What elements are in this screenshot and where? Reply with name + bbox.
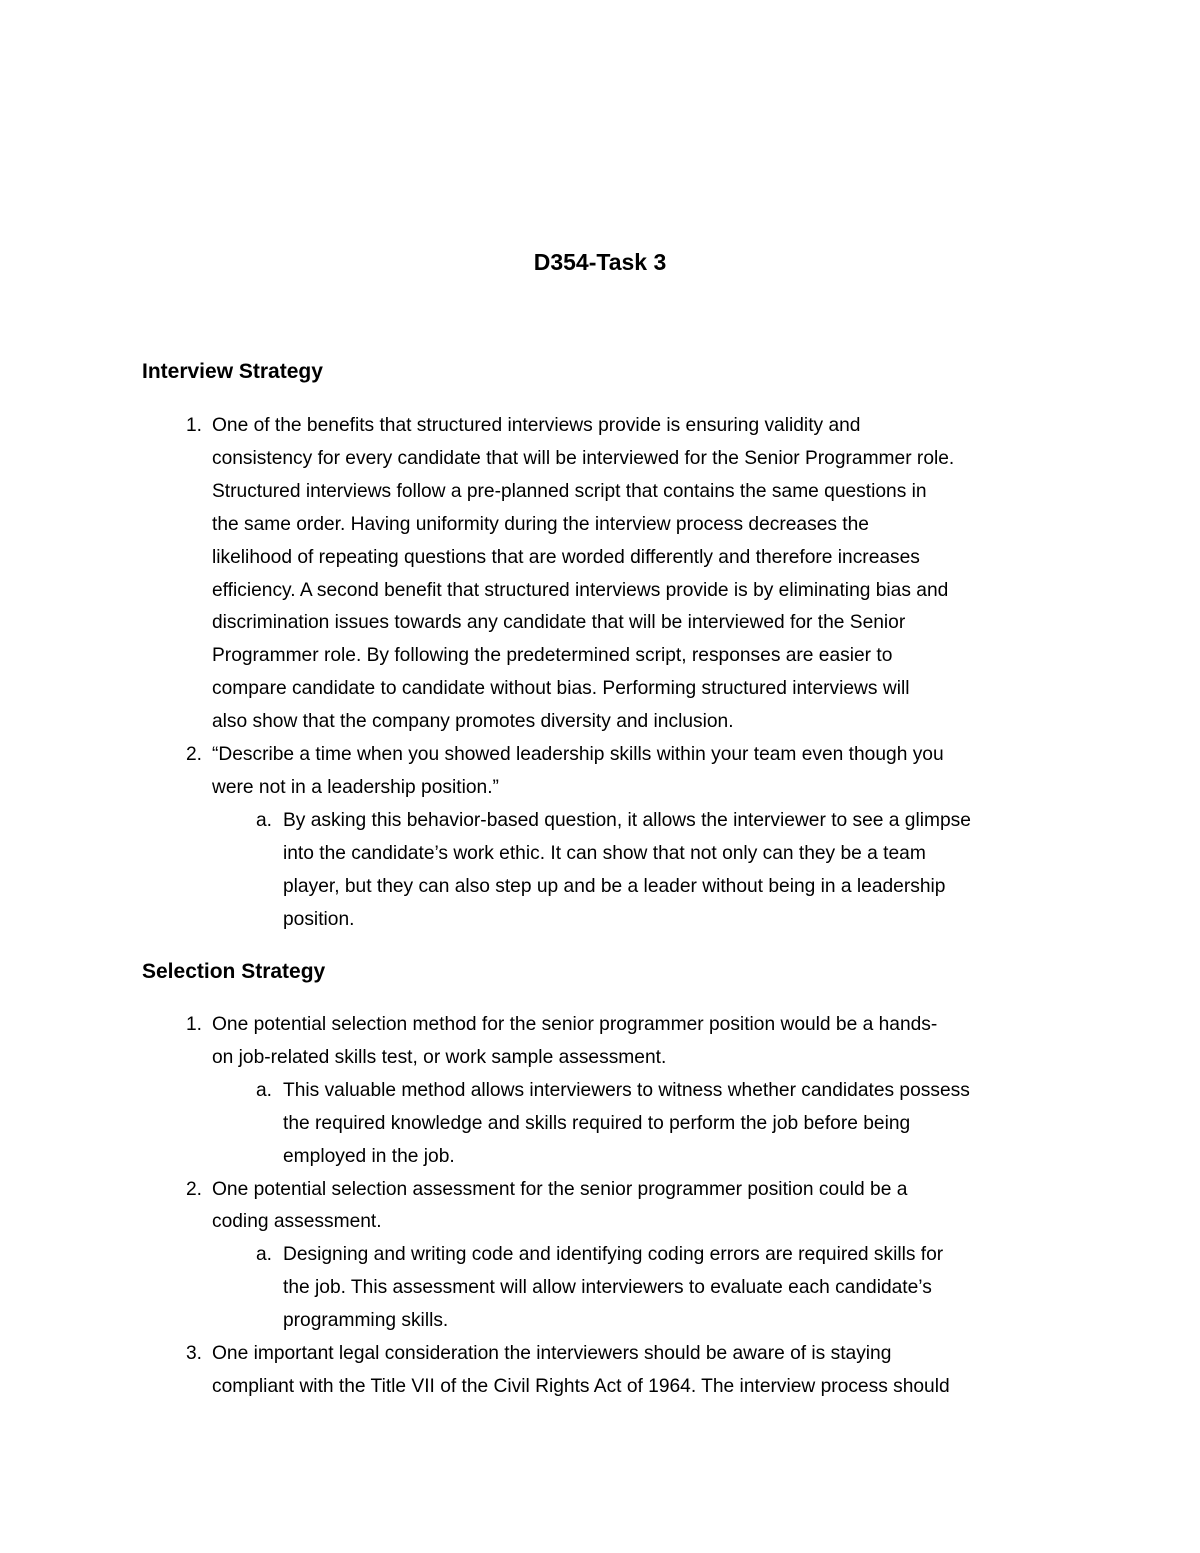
text-line: Structured interviews follow a pre-planned script that contains the same questions in — [212, 480, 927, 502]
text-line: also show that the company promotes diversity and inclusion. — [212, 711, 734, 733]
text-line: employed in the job. — [283, 1145, 455, 1167]
text-line: One potential selection method for the senior programmer position would be a hands- — [212, 1014, 938, 1035]
sub-list-marker: a. — [255, 809, 272, 831]
text-line: Programmer role. By following the predetermined script, responses are easier to — [212, 645, 893, 667]
list-marker: 1. — [185, 1014, 202, 1035]
text-line: coding assessment. — [212, 1211, 382, 1233]
text-line: By asking this behavior-based question, it allows the interviewer to see a glimpse — [283, 809, 971, 831]
text-line: the required knowledge and skills required to perform the job before being — [283, 1112, 911, 1134]
text-line: One important legal consideration the interviewers should be aware of is staying — [212, 1343, 892, 1364]
text-line: programming skills. — [283, 1310, 449, 1332]
text-line: One of the benefits that structured interviews provide is ensuring validity and — [212, 415, 861, 436]
text-line: “Describe a time when you showed leadership skills within your team even though you — [212, 744, 944, 765]
sub-list-marker: a. — [255, 1079, 272, 1101]
text-line: consistency for every candidate that will be interviewed for the Senior Programmer role. — [212, 447, 955, 469]
list-marker: 3. — [185, 1343, 202, 1364]
text-line: compare candidate to candidate without bias. Performing structured interviews will — [212, 678, 910, 700]
section-heading-selection-strategy: Selection Strategy — [142, 960, 326, 983]
text-line: One potential selection assessment for the senior programmer position could be a — [212, 1178, 908, 1200]
text-line: likelihood of repeating questions that are worded differently and therefore increases — [212, 546, 920, 568]
text-line: on job-related skills test, or work sample assessment. — [212, 1046, 667, 1068]
text-line: were not in a leadership position.” — [212, 776, 499, 798]
text-line: This valuable method allows interviewers to witness whether candidates possess — [283, 1079, 970, 1101]
text-line: discrimination issues towards any candidate that will be interviewed for the Senior — [212, 612, 906, 634]
text-line: player, but they can also step up and be a leader without being in a leadership — [283, 875, 946, 897]
sub-list-marker: a. — [255, 1244, 272, 1266]
section-heading-interview-strategy: Interview Strategy — [142, 360, 323, 383]
text-line: compliant with the Title VII of the Civil Rights Act of 1964. The interview process should — [212, 1375, 950, 1397]
text-line: efficiency. A second benefit that structured interviews provide is by eliminating bias and — [212, 579, 949, 601]
document-title: D354-Task 3 — [533, 249, 667, 275]
list-marker: 1. — [185, 415, 202, 436]
text-line: the job. This assessment will allow interviewers to evaluate each candidate’s — [283, 1277, 932, 1299]
list-marker: 2. — [185, 1178, 202, 1200]
list-marker: 2. — [185, 744, 202, 765]
text-line: the same order. Having uniformity during the interview process decreases the — [212, 513, 869, 535]
text-line: into the candidate’s work ethic. It can show that not only can they be a team — [283, 842, 926, 864]
text-line: Designing and writing code and identifying coding errors are required skills for — [283, 1244, 944, 1266]
text-line: position. — [283, 908, 355, 930]
